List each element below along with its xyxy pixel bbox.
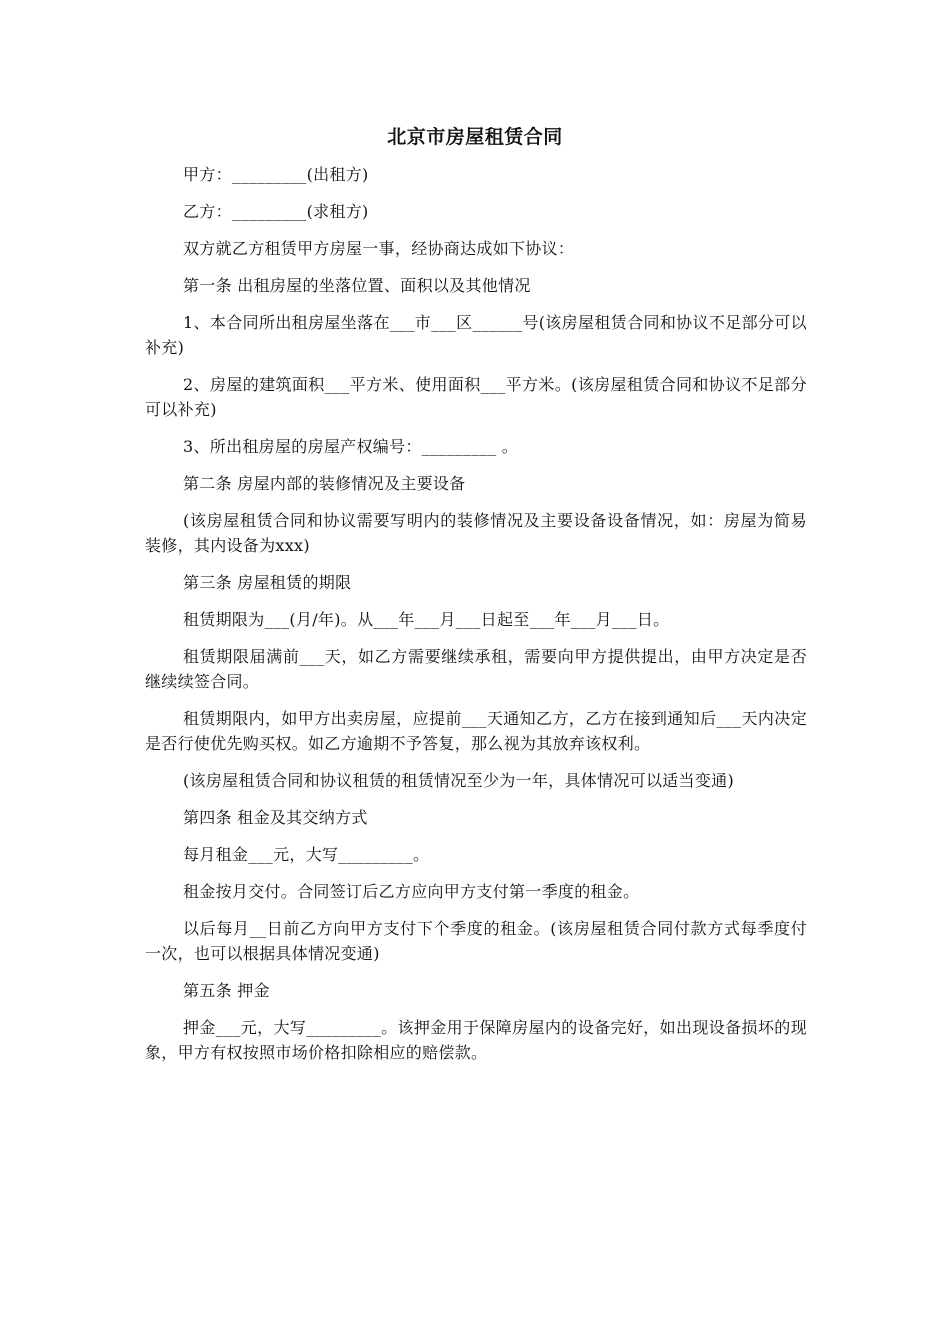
article-1-item-1: 1、本合同所出租房屋坐落在___市___区______号(该房屋租赁合同和协议不足部分可以补充) <box>145 313 807 357</box>
article-1-item-2: 2、房屋的建筑面积___平方米、使用面积___平方米。(该房屋租赁合同和协议不足部分可以补充) <box>145 375 807 419</box>
article-4-heading: 第四条 租金及其交纳方式 <box>183 808 368 827</box>
article-5-heading: 第五条 押金 <box>183 981 270 1000</box>
article-3-heading: 第三条 房屋租赁的期限 <box>183 573 352 592</box>
party-a-line: 甲方：_________(出租方) <box>183 165 369 184</box>
article-3-note: (该房屋租赁合同和协议租赁的租赁情况至少为一年，具体情况可以适当变通) <box>183 771 734 790</box>
monthly-rent-line: 每月租金___元，大写_________。 <box>183 845 430 864</box>
lease-renewal-clause: 租赁期限届满前___天，如乙方需要继续承租，需要向甲方提供提出，由甲方决定是否继续续签合同。 <box>145 647 807 691</box>
deposit-clause: 押金___元，大写_________。该押金用于保障房屋内的设备完好，如出现设备损坏的现象，甲方有权按照市场价格扣除相应的赔偿款。 <box>145 1018 807 1062</box>
lease-term-line: 租赁期限为___(月/年)。从___年___月___日起至___年___月___日。 <box>183 610 670 629</box>
document-title: 北京市房屋租赁合同 <box>387 126 563 148</box>
quarterly-payment-clause: 以后每月__日前乙方向甲方支付下个季度的租金。(该房屋租赁合同付款方式每季度付一次，也可以根据具体情况变通) <box>145 919 807 963</box>
article-1-heading: 第一条 出租房屋的坐落位置、面积以及其他情况 <box>183 276 531 295</box>
agreement-intro: 双方就乙方租赁甲方房屋一事，经协商达成如下协议： <box>183 239 575 258</box>
article-2-note: (该房屋租赁合同和协议需要写明内的装修情况及主要设备设备情况，如：房屋为简易装修，其内设备为xxx) <box>145 511 807 555</box>
article-1-item-3: 3、所出租房屋的房屋产权编号：_________ 。 <box>183 437 519 456</box>
preemption-clause: 租赁期限内，如甲方出卖房屋，应提前___天通知乙方，乙方在接到通知后___天内决定是否行使优先购买权。如乙方逾期不予答复，那么视为其放弃该权利。 <box>145 709 807 753</box>
party-b-line: 乙方：_________(求租方) <box>183 202 369 221</box>
rent-payment-clause: 租金按月交付。合同签订后乙方应向甲方支付第一季度的租金。 <box>183 882 640 901</box>
document-body <box>145 162 807 1077</box>
article-2-heading: 第二条 房屋内部的装修情况及主要设备 <box>183 474 466 493</box>
